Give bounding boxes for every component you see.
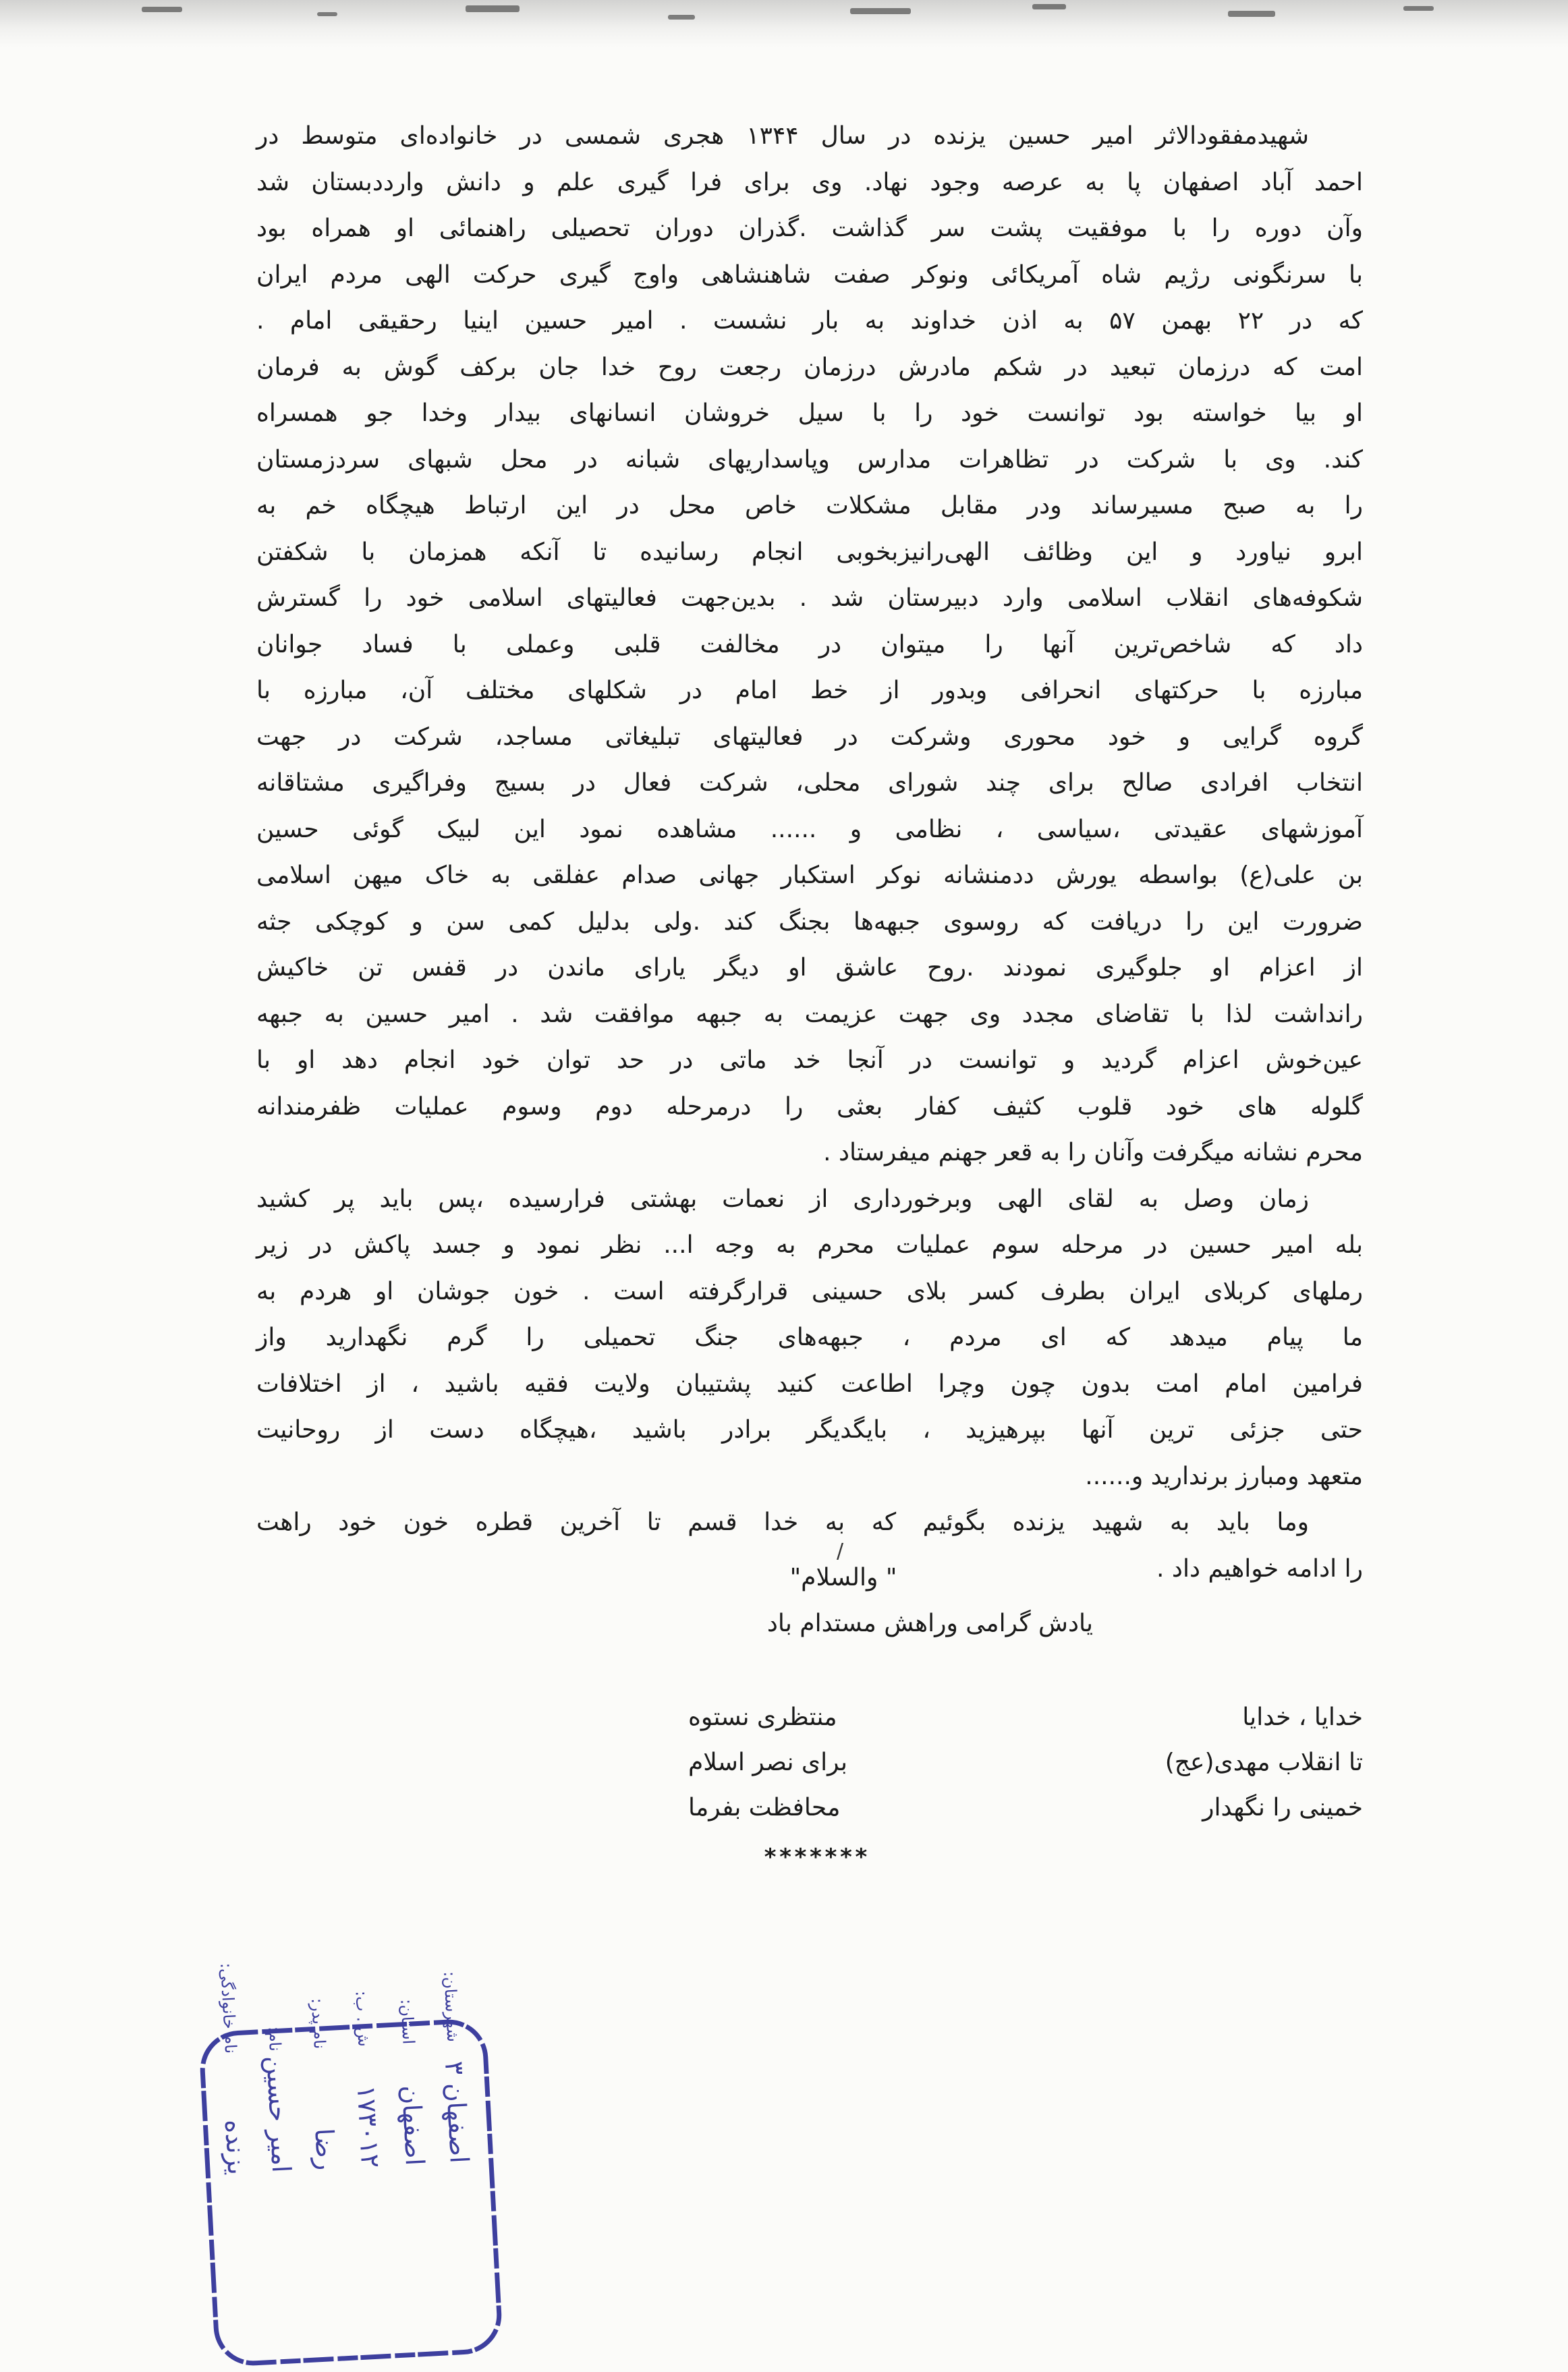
scan-top-edge (0, 0, 1568, 47)
prayer-line-2 (405, 1749, 1363, 1776)
body-line: را ادامه خواهیم داد . (1156, 1554, 1363, 1583)
body-line: آموزشهای عقیدتی ،سیاسی ، نظامی و ...... مشاهده نمود این لبیک گوئی حسین (256, 815, 1363, 843)
stamp-handwritten-value: امیر حسین (260, 2055, 297, 2174)
prayer-line-3 (405, 1794, 1363, 1822)
body-line: انتخاب افرادی صالح برای چند شورای محلی، شرکت فعال در بسیج وفراگیری مشتاقانه (256, 769, 1363, 797)
body-line: شهیدمفقودالاثر امیر حسین یزنده در سال ۱۳۴۴ هجری شمسی در خانواده‌ای متوسط در (256, 122, 1309, 150)
prayer-line-2-right: تا انقلاب مهدی(عج) (1165, 1749, 1363, 1776)
body-line: از اعزام او جلوگیری نمودند .روح عاشق او دیگر یارای ماندن در قفس تن خاکیش (256, 954, 1363, 982)
body-line: شکوفه‌های انقلاب اسلامی وارد دبیرستان شد . بدین‌جهت فعالیتهای اسلامی خود را گسترش (256, 584, 1363, 612)
stamp-label: شهرستان: (440, 1971, 463, 2043)
closing-salam: " والسلام" (789, 1564, 897, 1591)
body-line: با سرنگونی رژیم شاه آمریکائی ونوکر صفت شاهنشاهی واوج گیری حرکت الهی مردم ایران (256, 260, 1363, 289)
stamp-label: ش . ب: (352, 1990, 374, 2048)
prayer-line-1 (405, 1703, 1363, 1731)
body-line: مبارزه با حرکتهای انحرافی وبدور از خط امام در شکلهای مختلف آن، مبارزه با (256, 677, 1363, 704)
body-line: فرامین امام امت بدون چون وچرا اطاعت کنید پشتیبان ولایت فقیه باشید ، از اختلافات (256, 1369, 1363, 1398)
stamp-label: استان: (397, 1998, 418, 2045)
body-line: بله امیر حسین در مرحله سوم عملیات محرم به وجه ا... نظر نمود و جسد پاکش در زیر (256, 1231, 1363, 1259)
body-line: بن علی(ع) بواسطه یورش ددمنشانه نوکر استکبار جهانی صدام عفلقی به خاک میهن اسلامی (256, 862, 1363, 889)
prayer-line-1-left: منتظری نستوه (688, 1703, 837, 1731)
stamp-handwritten-value: اصفهان (395, 2084, 430, 2167)
stamp-handwritten-value: ۱۷۳۰۱۲ (351, 2084, 386, 2169)
body-line: کند. وی با شرکت در تظاهرات مدارس وپاسداریهای شبانه در محل شبهای سردزمستان (256, 445, 1363, 474)
stray-pen-mark: / (837, 1540, 844, 1563)
stamp-label: نام خانوادگی: (216, 1962, 240, 2054)
prayer-line-3-right: خمینی را نگهدار (1202, 1794, 1363, 1822)
archive-stamp (194, 1962, 508, 2372)
separator-stars: ******* (763, 1844, 870, 1871)
stamp-handwritten-value: یزنده (219, 2118, 252, 2176)
body-line: وآن دوره را با موفقیت پشت سر گذاشت .گذران دوران تحصیلی راهنمائی او همراه بود (256, 215, 1363, 242)
stamp-label: نام پدر: (307, 1998, 329, 2050)
body-line: وما باید به شهید یزنده بگوئیم که به خدا قسم تا آخرین قطره خون خود راهت (256, 1508, 1309, 1536)
closing-memorial: یادش گرامی وراهش مستدام باد (766, 1610, 1093, 1637)
stamp-handwritten-value: اصفهان ۳ (439, 2060, 474, 2164)
document-body (256, 113, 1363, 1592)
body-line: گلوله های خود قلوب کثیف کفار بعثی را درمرحله دوم وسوم عملیات ظفرمندانه (256, 1092, 1363, 1121)
prayer-line-2-left: برای نصر اسلام (688, 1749, 847, 1776)
prayer-line-1-right: خدایا ، خدایا (1242, 1703, 1363, 1731)
body-line: عین‌خوش اعزام گردید و توانست در آنجا خد ماتی در حد توان خود انجام دهد او با (256, 1046, 1363, 1074)
body-line: محرم نشانه میگرفت وآنان را به قعر جهنم میفرستاد . (823, 1139, 1363, 1166)
stamp-label: نام: (264, 2025, 285, 2052)
body-line: رملهای کربلای ایران بطرف کسر بلای حسینی قرارگرفته است . خون جوشان او هردم به (256, 1277, 1363, 1305)
body-line: متعهد ومبارز برندارید و...... (1085, 1462, 1363, 1490)
body-line: حتی جزئی ترین آنها بپرهیزید ، بایگدیگر برادر باشید ،هیچگاه دست از روحانیت (256, 1416, 1363, 1444)
body-line: زمان وصل به لقای الهی وبرخورداری از نعمات بهشتی فرارسیده ،پس باید پر کشید (256, 1185, 1309, 1213)
body-line: ما پیام میدهد که ای مردم ، جبهه‌های جنگ تحمیلی را گرم نگهدارید واز (256, 1324, 1363, 1351)
body-line: که در ۲۲ بهمن ۵۷ به اذن خداوند به بار نشست . امیر حسین اینیا رحقیقی امام . (256, 307, 1364, 335)
body-line: امت که درزمان تبعید در شکم مادرش درزمان رجعت روح خدا جان برکف گوش به فرمان (256, 353, 1363, 381)
body-line: احمد آباد اصفهان پا به عرصه وجود نهاد. وی برای فرا گیری علم و دانش وارددبستان شد (256, 168, 1363, 196)
body-line: داد که شاخص‌ترین آنها را میتوان در مخالفت قلبی وعملی با فساد جوانان (256, 630, 1363, 658)
body-line: رانداشت لذا با تقاضای مجدد وی جهت عزیمت به جبهه موافقت شد . امیر حسین به جبهه (256, 1000, 1363, 1028)
body-line: ضرورت این را دریافت که روسوی جبهه‌ها بجنگ کند .ولی بدلیل کمی سن و کوچکی جثه (256, 907, 1363, 936)
stamp-graphic (194, 1962, 508, 2372)
body-line: را به صبح مسیرساند ودر مقابل مشکلات خاص محل در این ارتباط هیچگاه خم به (256, 492, 1363, 519)
body-line: ابرو نیاورد و این وظائف الهی‌رانیزبخوبی انجام رسانیده تا آنکه همزمان با شکفتن (256, 538, 1363, 566)
prayer-line-3-left: محافظت بفرما (688, 1794, 841, 1822)
body-line: او بیا خواسته بود توانست خود را با سیل خروشان انسانهای بیدار وخدا جو همسراه (256, 399, 1363, 427)
body-line: گروه گرایی و خود محوری وشرکت در فعالیتهای تبلیغاتی مساجد، شرکت در جهت (256, 723, 1363, 751)
stamp-handwritten-value: رضا (308, 2127, 341, 2172)
